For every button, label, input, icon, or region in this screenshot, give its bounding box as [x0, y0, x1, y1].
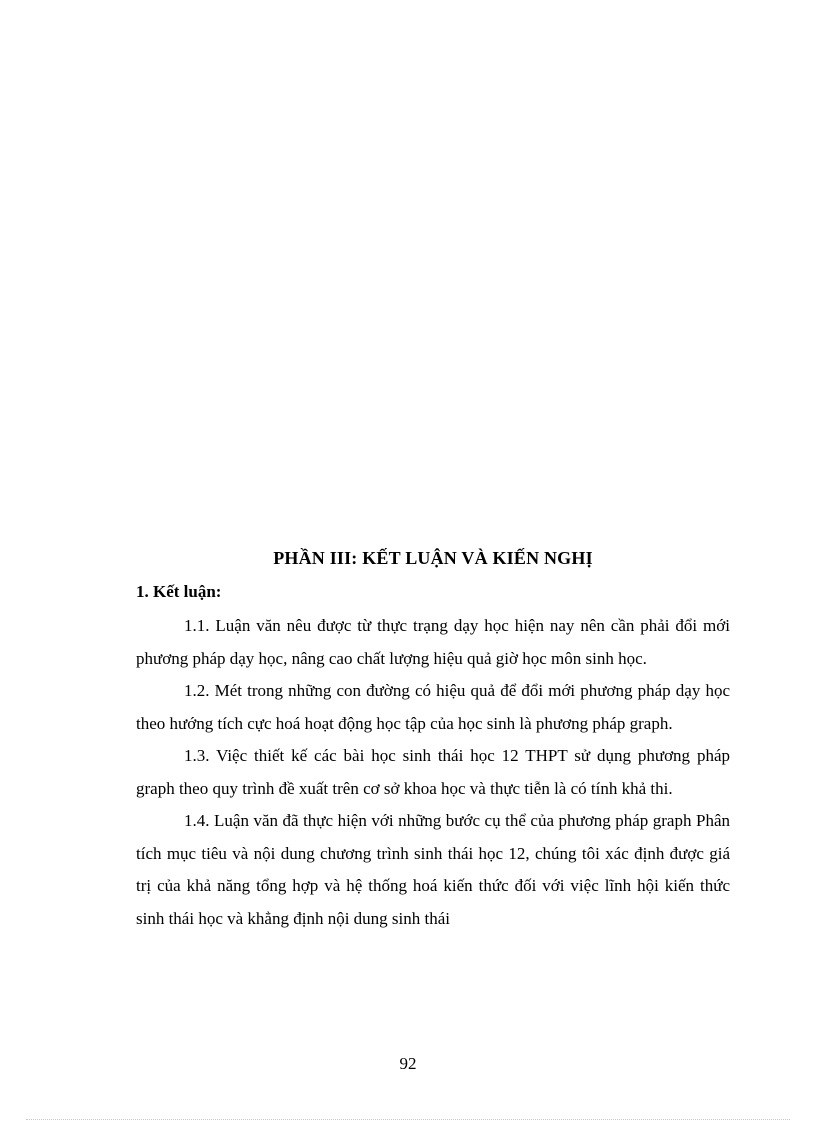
paragraph: 1.2. Mét trong những con đường có hiệu quả để đổi mới phương pháp dạy học theo hướng tích cực hoá hoạt động học tập của học sinh là phương pháp graph.: [136, 681, 730, 733]
section-title: 1. Kết luận:: [136, 582, 222, 601]
paragraph: 1.3. Việc thiết kế các bài học sinh thái học 12 THPT sử dụng phương pháp graph theo quy trình đề xuất trên cơ sở khoa học và thực tiễn là có tính khả thi.: [136, 746, 730, 798]
paragraph: 1.4. Luận văn đã thực hiện với những bước cụ thể của phương pháp graph Phân tích mục tiêu và nội dung chương trình sinh thái học 12, chúng tôi xác định được giá trị của khả năng tổng hợp và hệ thống hoá kiến thức đối với việc lĩnh hội kiến thức sinh thái học và khẳng định nội dung sinh thái: [136, 811, 730, 928]
chapter-heading: PHẦN III: KẾT LUẬN VÀ KIẾN NGHỊ: [273, 548, 593, 568]
paragraph: 1.1. Luận văn nêu được từ thực trạng dạy học hiện nay nên cần phải đổi mới phương pháp dạy học, nâng cao chất lượng hiệu quả giờ học môn sinh học.: [136, 616, 730, 668]
page-number: 92: [399, 1054, 417, 1073]
body-text: [136, 610, 730, 935]
page-bottom-divider: [26, 1119, 790, 1120]
